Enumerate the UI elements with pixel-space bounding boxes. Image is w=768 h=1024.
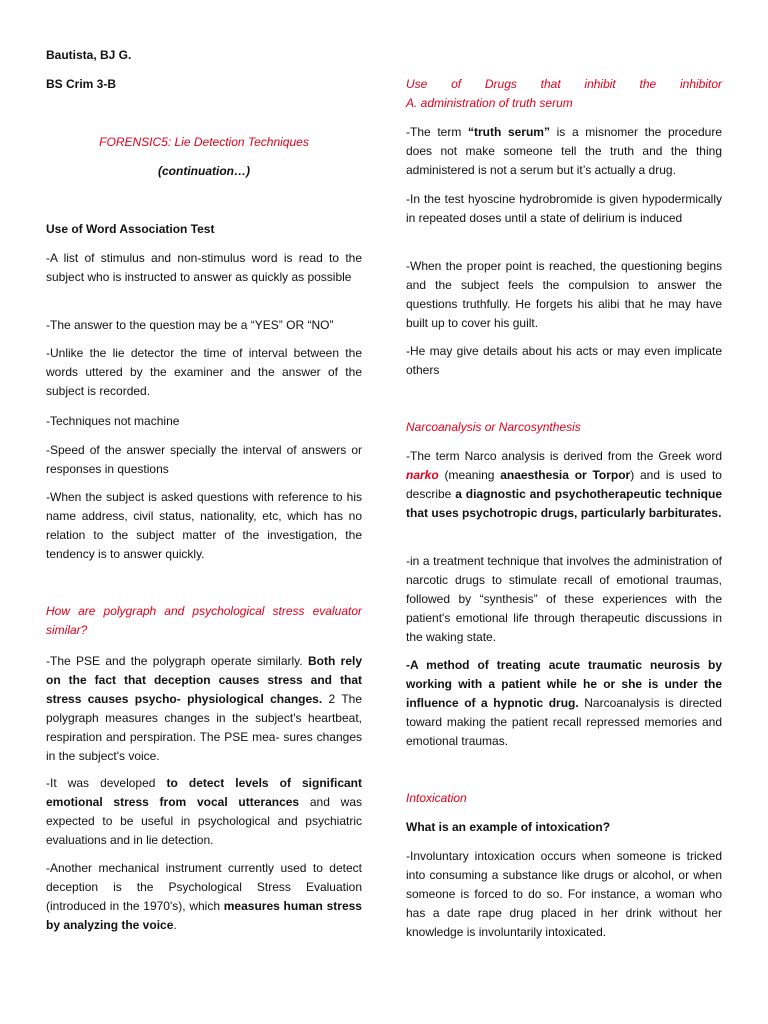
paragraph <box>46 859 362 935</box>
document-title: FORENSIC5: Lie Detection Techniques <box>99 135 309 149</box>
text-run: -The PSE and the polygraph operate similarly. <box>46 654 308 668</box>
bold-text-run: anaesthesia or Torpor <box>500 468 631 482</box>
text-run: ) and is used to describe <box>406 468 722 501</box>
author-name: Bautista, BJ G. <box>46 48 132 62</box>
document-subtitle: (continuation…) <box>158 164 250 178</box>
emphasized-word: narko <box>406 468 439 482</box>
bold-text-run: “truth serum” <box>467 125 550 139</box>
polygraph-heading: How are polygraph and psychological stress evaluator similar? <box>46 604 362 637</box>
bold-text-run: Both rely on the fact that deception causes stress and that stress causes psycho- physiological changes. <box>46 654 363 706</box>
paragraph: -Involuntary intoxication occurs when someone is tricked into consuming a substance like drugs or alcohol, or when someone is forced to do so. For instance, a woman who has a date rape drug placed in her drink without her knowledge is involuntarily intoxicated. <box>406 849 722 939</box>
text-run: and was expected to be useful in psychological and psychiatric evaluations and in lie detection. <box>46 795 363 847</box>
narcoanalysis-heading: Narcoanalysis or Narcosynthesis <box>406 420 581 434</box>
text-run: Narcoanalysis is directed toward making the patient recall repressed memories and emotional traumas. <box>406 696 722 748</box>
paragraph <box>406 123 722 180</box>
paragraph <box>46 652 362 766</box>
text-run: -It was developed <box>46 776 167 790</box>
paragraph: -When the proper point is reached, the questioning begins and the subject feels the compulsion to answer the questions truthfully. He forgets his alibi that he may have built up to cover his guilt. <box>406 259 722 330</box>
paragraph: -When the subject is asked questions with reference to his name address, civil status, nationality, etc, which has no relation to the subject matter of the investigation, the tendency is to answer quickly. <box>46 490 362 561</box>
paragraph <box>406 447 722 523</box>
intoxication-question: What is an example of intoxication? <box>406 820 611 834</box>
paragraph: -A list of stimulus and non-stimulus word is read to the subject who is instructed to answer as quickly as possible <box>46 251 362 284</box>
truth-serum-heading: A. administration of truth serum <box>406 96 573 110</box>
paragraph: -Techniques not machine <box>46 414 180 428</box>
text-run: . <box>173 918 177 932</box>
text-run: -The term Narco analysis is derived from the Greek word <box>406 449 722 463</box>
paragraph: -in a treatment technique that involves the administration of narcotic drugs to stimulate recall of emotional traumas, followed by “synthesis” of these experiences with the patient's emotional life through therapeutic discussions in the waking state. <box>406 554 722 644</box>
word-association-heading: Use of Word Association Test <box>46 222 215 236</box>
text-run: -The term <box>406 125 468 139</box>
course-section: BS Crim 3-B <box>46 77 117 91</box>
text-run: -Another mechanical instrument currently used to detect deception is the Psychological Stress Evaluation (introduced in the 1970's), which <box>46 861 362 913</box>
paragraph: -Speed of the answer specially the interval of answers or responses in questions <box>46 443 362 476</box>
drugs-heading: Use of Drugs that inhibit the inhibitor <box>406 77 722 91</box>
paragraph: -In the test hyoscine hydrobromide is given hypodermically in repeated doses until a state of delirium is induced <box>406 192 722 225</box>
bold-text-run: to detect levels of significant emotional stress from vocal utterances <box>46 776 363 809</box>
bold-text-run: measures human stress by analyzing the voice <box>46 899 362 932</box>
text-run: (meaning <box>438 468 501 482</box>
paragraph <box>46 774 362 850</box>
intoxication-heading: Intoxication <box>406 791 467 805</box>
paragraph: -Unlike the lie detector the time of interval between the words uttered by the examiner and the answer of the subject is recorded. <box>46 346 362 398</box>
text-run: 2 The polygraph measures changes in the subject's heartbeat, respiration and perspiration. The PSE mea- sures changes in the subject's voice. <box>46 692 363 763</box>
paragraph: -The answer to the question may be a “YES” OR “NO” <box>46 318 334 332</box>
text-run: is a misnomer the procedure does not make someone tell the truth and the thing administered is not a serum but it’s actually a drug. <box>406 125 722 177</box>
bold-text-run: a diagnostic and psychotherapeutic technique that uses psychotropic drugs, particularly barbiturates. <box>406 487 722 520</box>
paragraph: -He may give details about his acts or may even implicate others <box>406 344 722 377</box>
bold-text-run: -A method of treating acute traumatic neurosis by working with a patient while he or she is under the influence of a hypnotic drug. <box>406 658 722 710</box>
paragraph <box>406 656 722 751</box>
